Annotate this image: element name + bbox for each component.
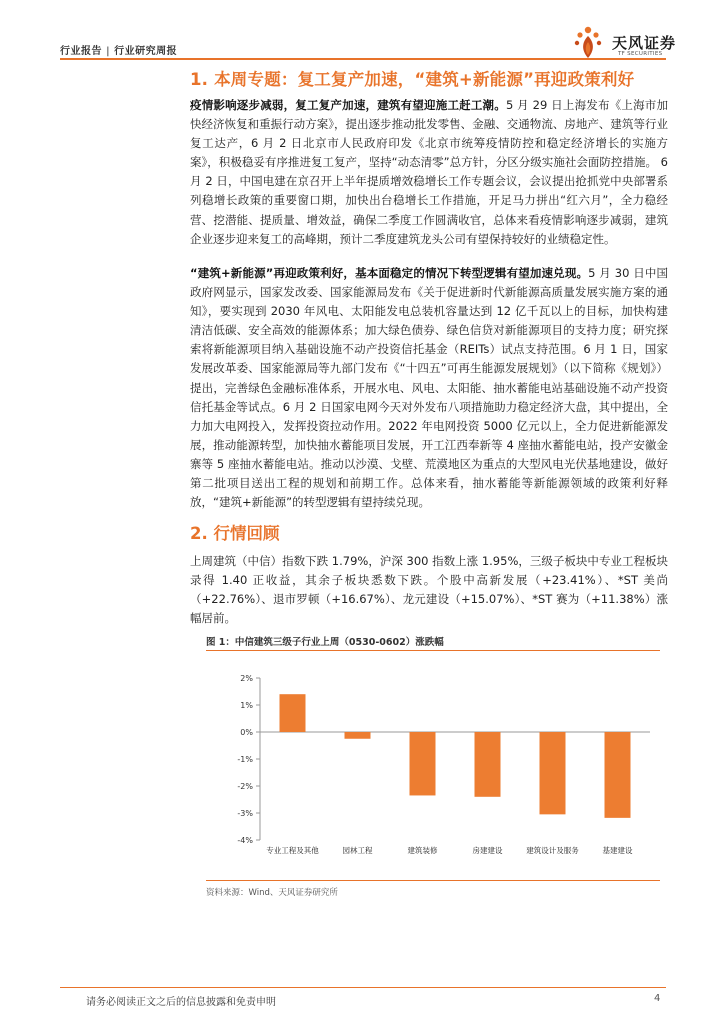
report-header [60, 42, 177, 57]
y-tick-label: -1% [237, 755, 253, 764]
y-tick-label: -4% [237, 836, 253, 845]
paragraph-2-lead: “建筑+新能源”再迎政策利好，基本面稳定的情况下转型逻辑有望加速兑现。 [190, 266, 589, 280]
y-tick-label: -2% [237, 782, 253, 791]
x-category-label: 建筑装修 [407, 846, 438, 855]
figure-top-rule [206, 650, 660, 651]
x-category-label: 专业工程及其他 [266, 846, 319, 855]
bar [605, 732, 631, 818]
x-category-label: 基建建设 [602, 846, 633, 855]
figure-title: 图 1：中信建筑三级子行业上周（0530-0602）涨跌幅 [206, 637, 444, 648]
y-tick-label: 1% [240, 701, 253, 710]
header-divider [60, 58, 666, 60]
bar [475, 732, 501, 797]
x-category-label: 园林工程 [342, 846, 373, 855]
section-1-paragraph-2 [190, 264, 668, 512]
footer-divider [60, 987, 666, 988]
header-separator: | [106, 46, 111, 57]
paragraph-2-body: 5 月 30 日中国政府网显示，国家发改委、国家能源局发布《关于促进新时代新能源高质量发展实施方案的通知》，要实现到 2030 年风电、太阳能发电总装机容量达到 12 亿千瓦以上的目标，加快构建清洁低碳、安全高效的能源体系；加大绿色债券、绿色信贷对新能源项目的支持力度；研究探索将新能源项目纳入基础设施不动产投资信托基金（REITs）试点支持范围。6 月 1 日，国家发展改革委、国家能源局等九部门发布《“十四五”可再生能源发展规划》（以下简称《规划》）提出，完善绿色金融标准体系，开展水电、风电、太阳能、抽水蓄能电站基础设施不动产投资信托基金等试点。6 月 2 日国家电网今天对外发布八项措施助力稳定经济大盘，其中提出，全力加大电网投入，发挥投资拉动作用。2022 年电网投资 5000 亿元以上，全力促进新能源发展，推动能源转型，加快抽水蓄能项目发展，开工江西奉新等 4 座抽水蓄能电站，投产安徽金寨等 5 座抽水蓄能电站。推动以沙漠、戈壁、荒漠地区为重点的大型风电光伏基地建设，做好第二批项目送出工程的规划和前期工作。总体来看，抽水蓄能等新能源领域的政策利好释放，“建筑+新能源”的转型逻辑有望持续兑现。 [190, 266, 668, 510]
bar-chart [206, 652, 660, 878]
bar [540, 732, 566, 814]
report-subcategory: 行业研究周报 [114, 46, 178, 57]
section-1-title: 1. 本周专题：复工复产加速，“建筑+新能源”再迎政策利好 [190, 70, 635, 89]
x-category-label: 房建建设 [472, 846, 503, 855]
bar [280, 694, 306, 732]
y-tick-label: 2% [240, 674, 253, 683]
figure-source: 资料来源：Wind、天风证券研究所 [206, 888, 338, 898]
figure-bottom-rule [206, 880, 660, 881]
logo-subtext: TF SECURITIES [618, 51, 663, 57]
y-tick-label: 0% [240, 728, 253, 737]
paragraph-1-lead: 疫情影响逐步减弱，复工复产加速，建筑有望迎施工赶工潮。 [190, 98, 506, 112]
section-2-paragraph: 上周建筑（中信）指数下跌 1.79%，沪深 300 指数上涨 1.95%，三级子板块中专业工程板块录得 1.40 正收益，其余子板块悉数下跌。个股中高新发展（+23.41%）、*ST 美尚（+22.76%）、退市罗顿（+16.67%）、龙元建设（+15.07%）、*ST 赛为（+11.38%）涨幅居前。 [190, 554, 668, 626]
paragraph-1-body: 5 月 29 日上海发布《上海市加快经济恢复和重振行动方案》，提出逐步推动批发零售、金融、交通物流、房地产、建筑等行业复工达产，6 月 2 日北京市人民政府印发《北京市统筹疫情防控和稳定经济增长的实施方案》，积极稳妥有序推进复工复产，坚持“动态清零”总方针，分区分级实施社会面防控措施。 6 月 2 日，中国电建在京召开上半年提质增效稳增长工作专题会议，会议提出抢抓党中央部署系列稳增长政策的重要窗口期，加快出台稳增长工作措施，开足马力拼出“红六月”，全力稳经营、挖潜能、提质量、增效益，确保二季度工作圆满收官，总体来看疫情影响逐步减弱，建筑企业逐步迎来复工的高峰期，预计二季度建筑龙头公司有望保持较好的业绩稳定性。 [190, 98, 668, 246]
footer-disclaimer: 请务必阅读正文之后的信息披露和免责申明 [86, 997, 276, 1008]
page-number: 4 [654, 993, 661, 1004]
section-1-paragraph-1 [190, 96, 668, 249]
report-category: 行业报告 [60, 46, 102, 57]
bar [410, 732, 436, 795]
x-category-label: 建筑设计及服务 [526, 846, 579, 855]
logo-text: 天风证券 [612, 34, 677, 52]
y-tick-label: -3% [237, 809, 253, 818]
bar [345, 732, 371, 739]
section-2-title: 2. 行情回顾 [190, 524, 280, 543]
